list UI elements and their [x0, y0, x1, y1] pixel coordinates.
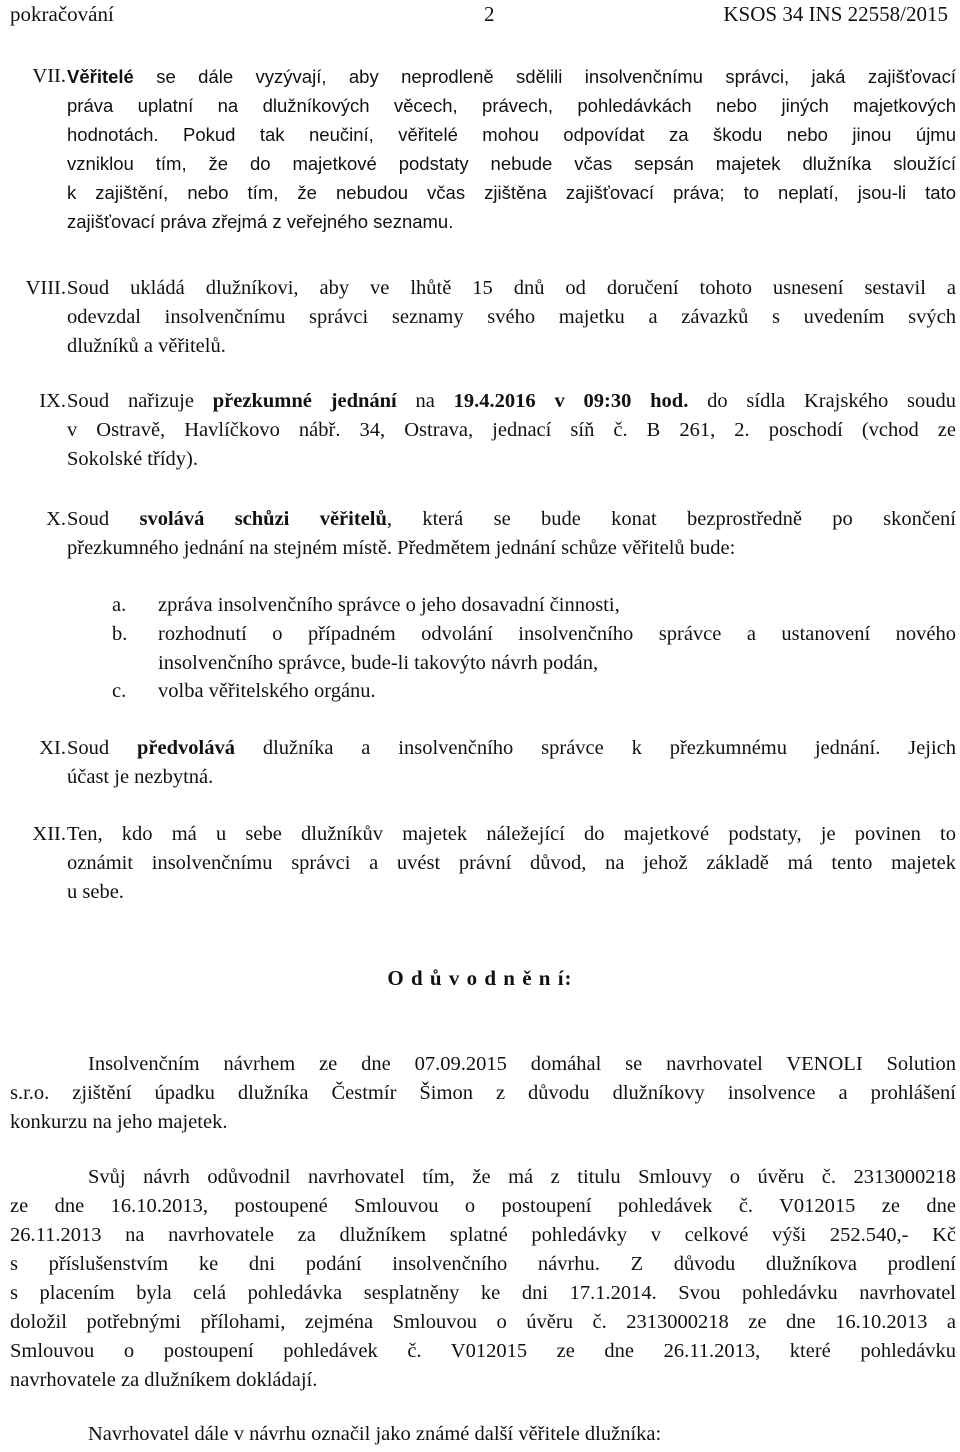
text-line: Ten, kdo má u sebe dlužníkův majetek náležející do majetkové podstaty, je povinen to: [67, 823, 956, 845]
reasoning-paragraph-2: [10, 1163, 956, 1395]
bold-term: svolává schůzi věřitelů: [139, 508, 387, 530]
bold-term: Věřitelé: [67, 66, 134, 87]
text-line: dlužníků a věřitelů.: [67, 335, 226, 357]
text-fragment: na: [396, 390, 454, 412]
item-text: [158, 591, 956, 620]
text-line: odevzdal insolvenčnímu správci seznamy svého majetku a závazků s uvedením svých: [67, 306, 956, 328]
text-line: Svůj návrh odůvodnil navrhovatel tím, že má z titulu Smlouvy o úvěru č. 2313000218: [88, 1166, 956, 1188]
header-case-number: KSOS 34 INS 22558/2015: [723, 2, 948, 26]
text-line: navrhovatele za dlužníkem dokládají.: [10, 1369, 318, 1391]
text-line: k zajištění, nebo tím, že nebudou včas zjištěna zajišťovací práva; to neplatí, jsou-li tato: [67, 182, 956, 203]
text-fragment: se dále vyzývají, aby neprodleně sdělili insolvenčnímu správci, jaká zajišťovací: [133, 66, 956, 87]
text-line: účast je nezbytná.: [67, 766, 214, 788]
section-number: X.: [46, 508, 66, 530]
text-line: [67, 387, 956, 416]
text-line: Insolvenčním návrhem ze dne 07.09.2015 domáhal se navrhovatel VENOLI Solution: [88, 1053, 956, 1075]
text-fragment: Soud nařizuje: [67, 390, 213, 412]
text-line: s.r.o. zjištění úpadku dlužníka Čestmír Šimon z důvodu dlužníkovy insolvence a prohlášení: [10, 1082, 956, 1104]
text-line: Smlouvou o postoupení pohledávek č. V012015 ze dne 26.11.2013, které pohledávku: [10, 1340, 956, 1362]
text-line: [67, 505, 956, 534]
text-line: v Ostravě, Havlíčkovo nábř. 34, Ostrava, jednací síň č. B 261, 2. poschodí (vchod ze: [67, 419, 956, 441]
section-number: XI.: [39, 737, 66, 759]
section-number: VIII.: [25, 277, 66, 299]
text-line: zpráva insolvenčního správce o jeho dosavadní činnosti,: [158, 594, 620, 616]
item-label: a.: [112, 594, 127, 616]
text-line: [67, 734, 956, 763]
text-line: konkurzu na jeho majetek.: [10, 1111, 228, 1133]
text-fragment: Soud: [67, 508, 140, 530]
text-line: přezkumného jednání na stejném místě. Předmětem jednání schůze věřitelů bude:: [67, 537, 736, 559]
section-number: IX.: [39, 390, 66, 412]
section-text: [67, 62, 956, 236]
text-line: ze dne 16.10.2013, postoupené Smlouvou o postoupení pohledávek č. V012015 ze dne: [10, 1195, 956, 1217]
bold-term: předvolává: [137, 737, 235, 759]
header-continuation: pokračování: [10, 2, 114, 26]
hearing-datetime: 19.4.2016 v 09:30 hod.: [453, 390, 689, 412]
text-fragment: , která se bude konat bezprostředně po skončení: [386, 508, 956, 530]
text-line: s placením byla celá pohledávka sesplatněny ke dni 17.1.2014. Svou pohledávku navrhovatel: [10, 1282, 956, 1304]
text-line: hodnotách. Pokud tak neučiní, věřitelé mohou odpovídat za škodu nebo jinou újmu: [67, 124, 956, 145]
item-text: [158, 677, 956, 706]
text-line: doložil potřebnými přílohami, zejména Smlouvou o úvěru č. 2313000218 ze dne 16.10.2013 a: [10, 1311, 956, 1333]
section-text: [67, 820, 956, 907]
section-text: [67, 387, 956, 474]
text-line: s příslušenstvím ke dni podání insolvenčního návrhu. Z důvodu dlužníkova prodlení: [10, 1253, 956, 1275]
section-text: [67, 274, 956, 361]
text-line: Soud ukládá dlužníkovi, aby ve lhůtě 15 dnů od doručení tohoto usnesení sestavil a: [67, 277, 956, 299]
item-label: c.: [112, 680, 127, 702]
text-line: oznámit insolvenčnímu správci a uvést právní důvod, na jehož základě má tento majetek: [67, 852, 956, 874]
text-line: práva uplatní na dlužníkových věcech, právech, pohledávkách nebo jiných majetkových: [67, 95, 956, 116]
reasoning-paragraph-1: [10, 1050, 956, 1137]
text-line: insolvenčního správce, bude-li takovýto návrh podán,: [158, 652, 599, 674]
item-text: [158, 620, 956, 678]
bold-term: přezkumné jednání: [212, 390, 397, 412]
text-line: volba věřitelského orgánu.: [158, 680, 376, 702]
item-label: b.: [112, 623, 128, 645]
reasoning-heading: O d ů v o d n ě n í:: [387, 966, 573, 990]
section-number: XII.: [32, 823, 66, 845]
text-line: Sokolské třídy).: [67, 448, 198, 470]
text-line: vzniklou tím, že do majetkové podstaty nebude včas sepsán majetek dlužníka sloužící: [67, 153, 956, 174]
header-page-number: 2: [484, 2, 495, 26]
text-line: Navrhovatel dále v návrhu označil jako známé další věřitele dlužníka:: [88, 1423, 662, 1445]
text-line: 26.11.2013 na navrhovatele za dlužníkem splatné pohledávky v celkové výši 252.540,- Kč: [10, 1224, 956, 1246]
text-line: rozhodnutí o případném odvolání insolvenčního správce a ustanovení nového: [158, 623, 956, 645]
text-line: zajišťovací práva zřejmá z veřejného seznamu.: [67, 211, 454, 232]
text-line: u sebe.: [67, 881, 124, 903]
section-text: [67, 505, 956, 563]
text-fragment: dlužníka a insolvenčního správce k přezkumnému jednání. Jejich: [234, 737, 956, 759]
page-header: [10, 2, 948, 32]
text-fragment: do sídla Krajského soudu: [688, 390, 956, 412]
section-text: [67, 734, 956, 792]
section-number: VII.: [32, 65, 66, 87]
text-line: [67, 62, 956, 91]
text-fragment: Soud: [67, 737, 138, 759]
reasoning-paragraph-3: [10, 1420, 956, 1449]
